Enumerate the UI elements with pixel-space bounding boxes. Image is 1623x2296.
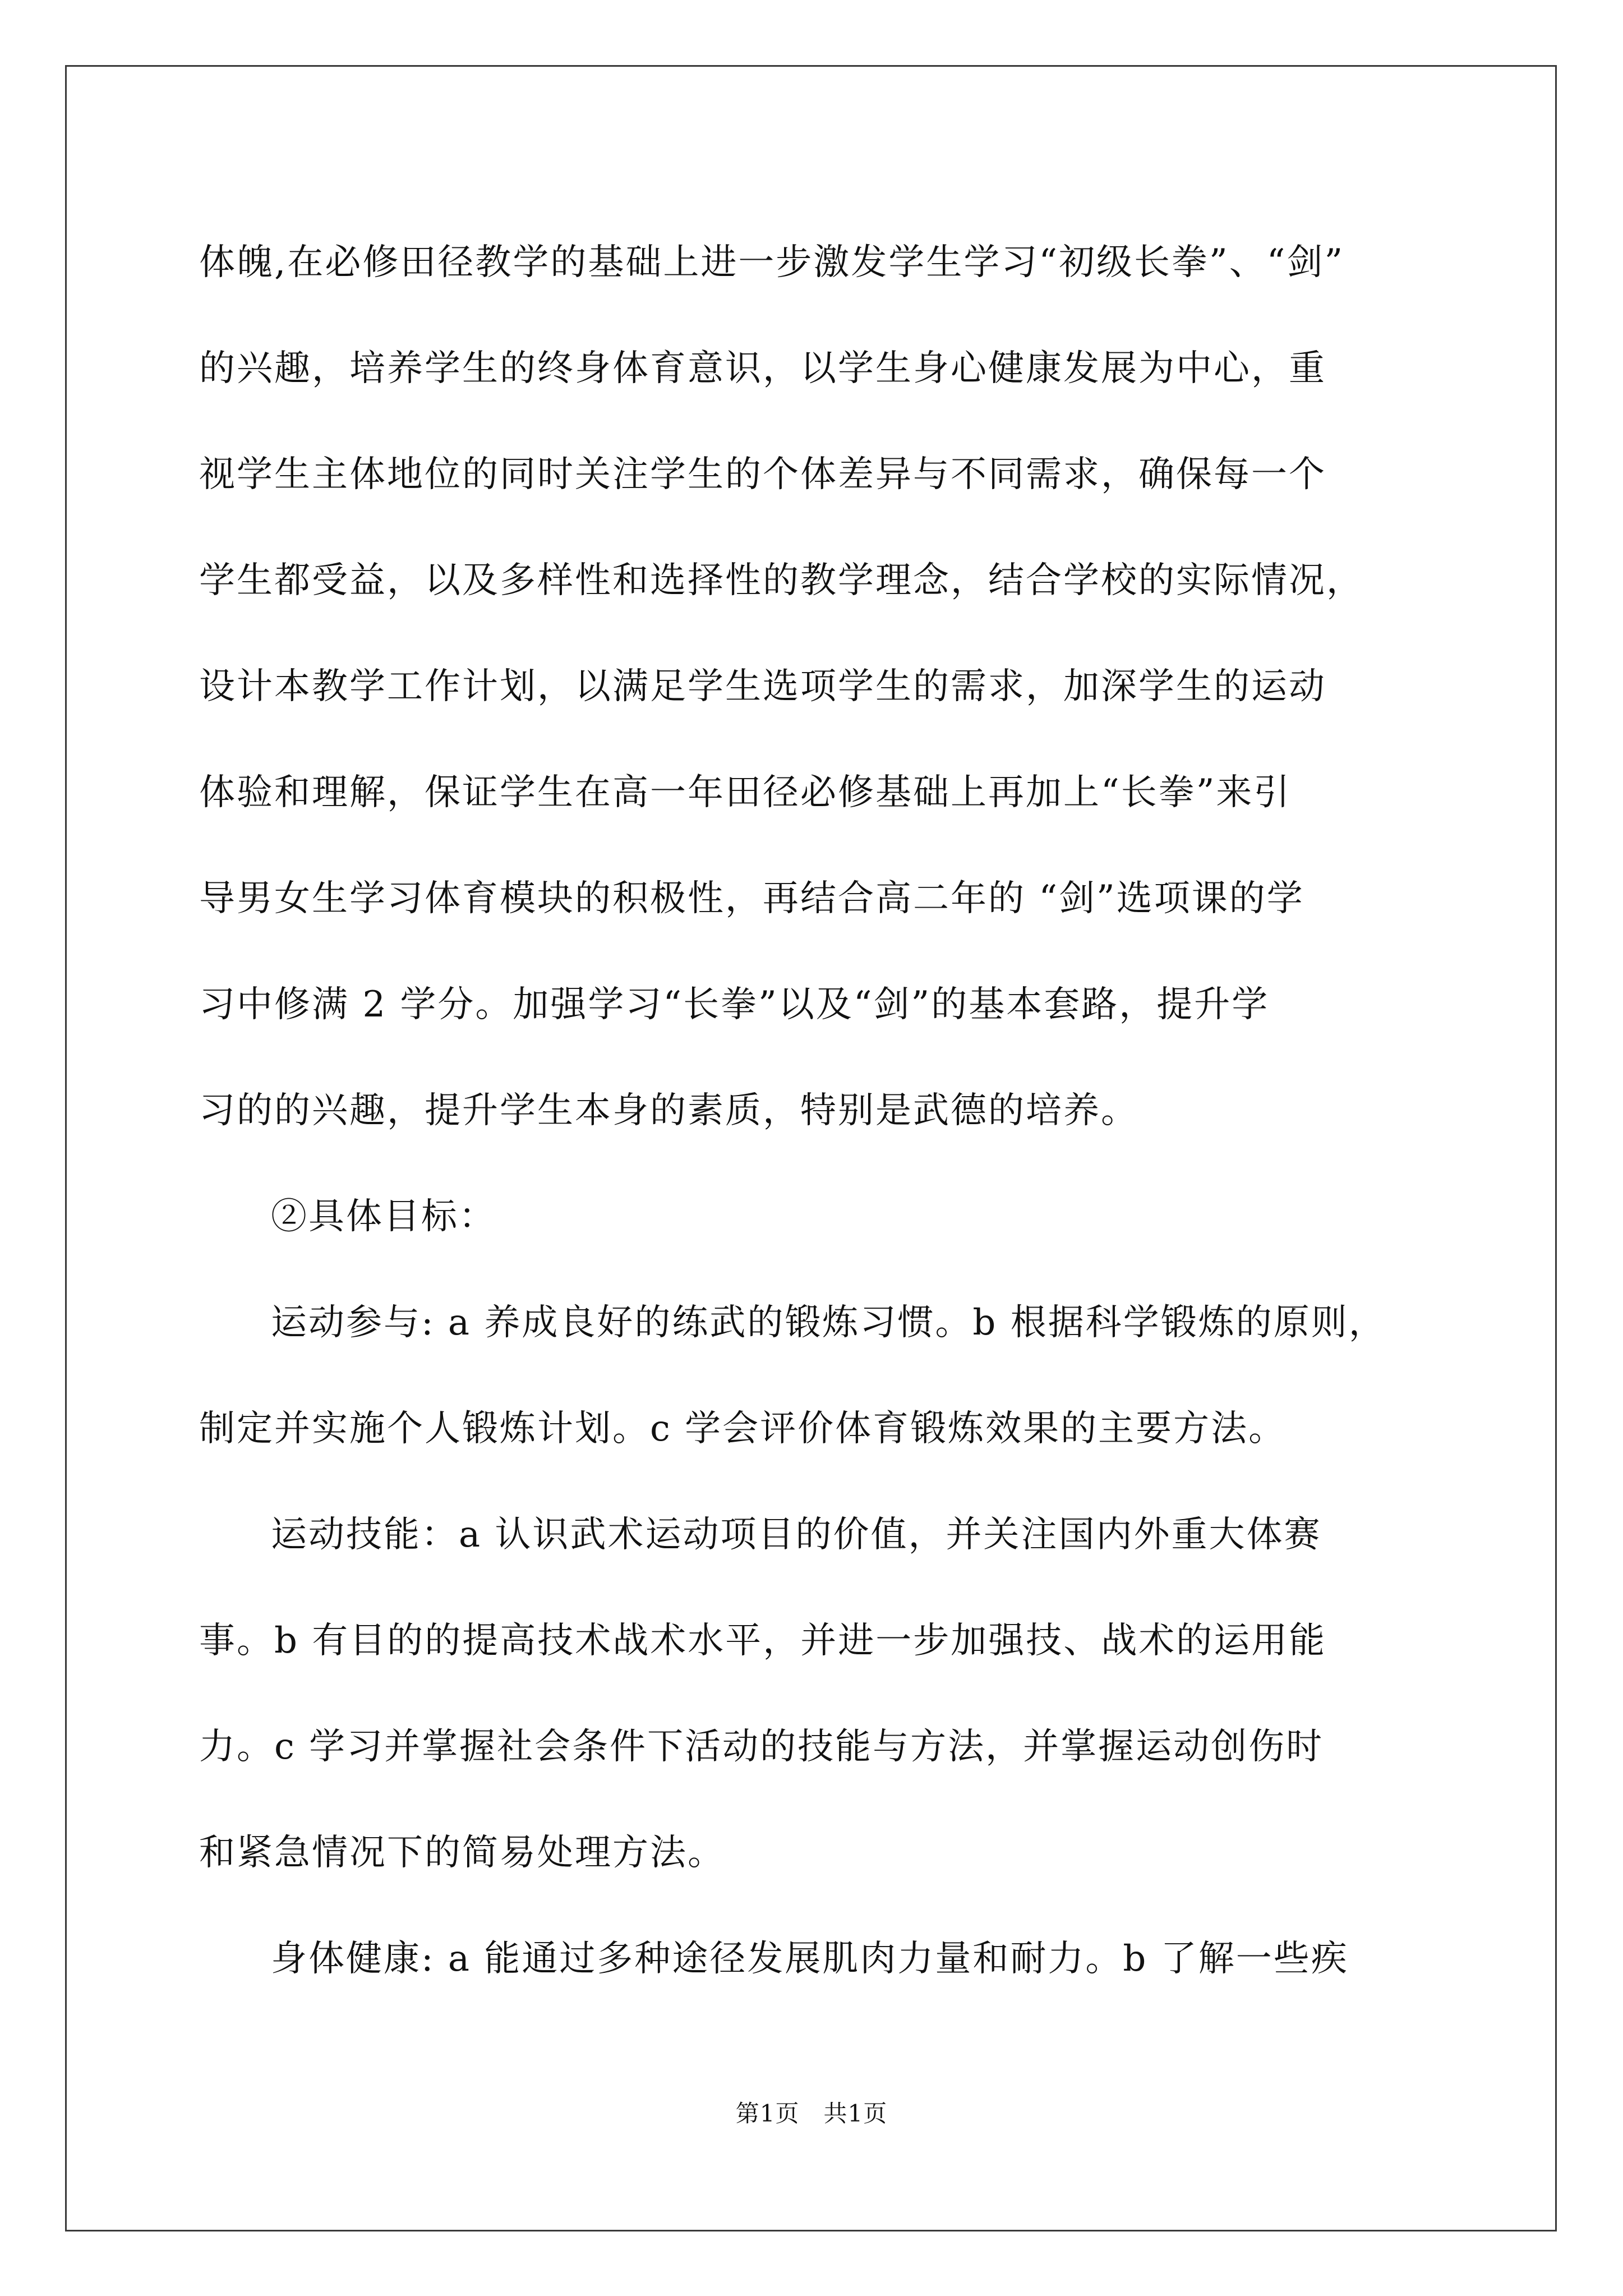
text-line: 事。b 有目的的提高技术战术水平，并进一步加强技、战术的运用能: [199, 1620, 1327, 1662]
text-line: 导男女生学习体育模块的积极性，再结合高二年的 “剑”选项课的学: [199, 878, 1304, 919]
document-body: [199, 210, 1455, 2012]
text-line: 运动参与: a 养成良好的练武的锻炼习惯。b 根据科学锻炼的原则，: [271, 1302, 1386, 1343]
text-line: 体验和理解，保证学生在高一年田径必修基础上再加上“长拳”来引: [199, 772, 1292, 813]
text-line: 习的的兴趣，提升学生本身的素质，特别是武德的培养。: [199, 1090, 1138, 1131]
text-line: 力。c 学习并掌握社会条件下活动的技能与方法，并掌握运动创伤时: [199, 1726, 1324, 1768]
text-line: 体魄,在必修田径教学的基础上进一步激发学生学习“初级长拳”、“剑”: [199, 242, 1345, 283]
text-line: 学生都受益，以及多样性和选择性的教学理念，结合学校的实际情况，: [199, 560, 1364, 601]
text-line: 制定并实施个人锻炼计划。c 学会评价体育锻炼效果的主要方法。: [199, 1408, 1287, 1450]
page-footer: 第1页 共1页: [735, 2100, 888, 2127]
text-line: 运动技能：a 认识武术运动项目的价值，并关注国内外重大体赛: [271, 1514, 1322, 1556]
text-line: 的兴趣，培养学生的终身体育意识，以学生身心健康发展为中心，重: [199, 348, 1326, 389]
text-line: 视学生主体地位的同时关注学生的个体差异与不同需求，确保每一个: [199, 454, 1326, 495]
section-heading: ②具体目标：: [271, 1196, 496, 1237]
text-line: 和紧急情况下的简易处理方法。: [199, 1832, 725, 1874]
text-line: 习中修满 2 学分。加强学习“长拳”以及“剑”的基本套路，提升学: [199, 984, 1270, 1025]
text-line: 身体健康: a 能通过多种途径发展肌肉力量和耐力。b 了解一些疾: [271, 1938, 1349, 1980]
text-line: 设计本教学工作计划，以满足学生选项学生的需求，加深学生的运动: [199, 666, 1326, 707]
